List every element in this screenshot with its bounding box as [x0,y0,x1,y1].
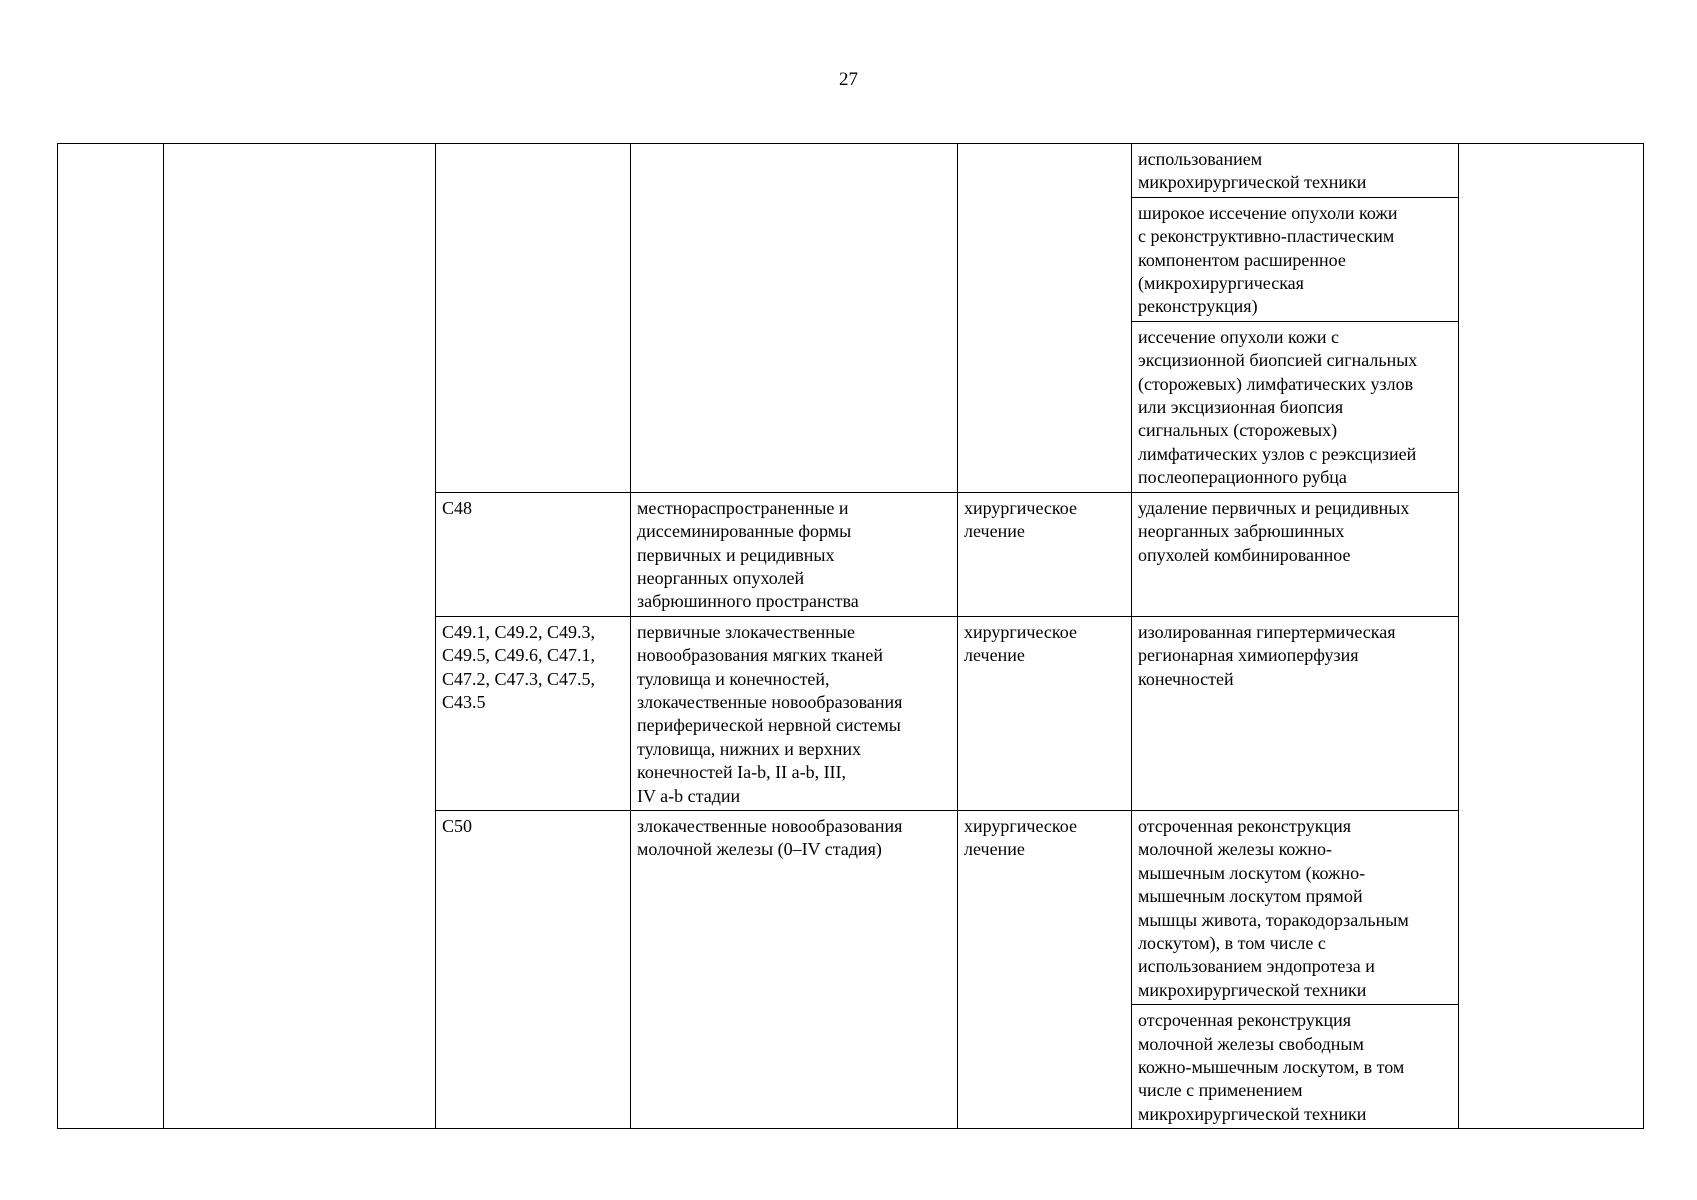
method-cell: удаление первичных и рецидивных неорганных забрюшинных опухолей комбинированное [1132,492,1459,616]
code-cell: C49.1, C49.2, C49.3, C49.5, C49.6, C47.1, C47.2, C47.3, C47.5, C43.5 [436,616,631,810]
method-cell: использованием микрохирургической техники [1132,144,1459,198]
treatment-type-cell: хирургическое лечение [958,492,1132,616]
table-row [58,144,1644,198]
empty-cell-col7 [1459,144,1644,1129]
procedures-table [57,143,1644,1129]
method-cell: иссечение опухоли кожи с эксцизионной биопсией сигнальных (сторожевых) лимфатических узлов или эксцизионная биопсия сигнальных (сторожевых) лимфатических узлов с реэксцизией послеоперационного рубца [1132,321,1459,492]
empty-cell-col2 [164,144,436,1129]
code-cell: C48 [436,492,631,616]
page-number: 27 [839,69,858,90]
treatment-type-cell: хирургическое лечение [958,810,1132,1128]
code-cell: C50 [436,810,631,1128]
method-cell: широкое иссечение опухоли кожи с реконструктивно-пластическим компонентом расширенное (микрохирургическая реконструкция) [1132,197,1459,321]
method-cell: отсроченная реконструкция молочной железы кожно- мышечным лоскутом (кожно- мышечным лоскутом прямой мышцы живота, торакодорзальным лоскутом), в том числе с использованием эндопротеза и микрохирургической техники [1132,810,1459,1004]
treatment-type-cell [958,144,1132,493]
diagnosis-cell: злокачественные новообразования молочной железы (0–IV стадия) [631,810,958,1128]
empty-cell-col1 [58,144,164,1129]
diagnosis-cell: местнораспространенные и диссеминированные формы первичных и рецидивных неорганных опухолей забрюшинного пространства [631,492,958,616]
treatment-type-cell: хирургическое лечение [958,616,1132,810]
code-cell [436,144,631,493]
method-cell: отсроченная реконструкция молочной железы свободным кожно-мышечным лоскутом, в том числе с применением микрохирургической техники [1132,1005,1459,1129]
method-cell: изолированная гипертермическая регионарная химиоперфузия конечностей [1132,616,1459,810]
diagnosis-cell [631,144,958,493]
diagnosis-cell: первичные злокачественные новообразования мягких тканей туловища и конечностей, злокачественные новообразования периферической нервной системы туловища, нижних и верхних конечностей Ia-b, II a-b, III, IV a-b стадии [631,616,958,810]
